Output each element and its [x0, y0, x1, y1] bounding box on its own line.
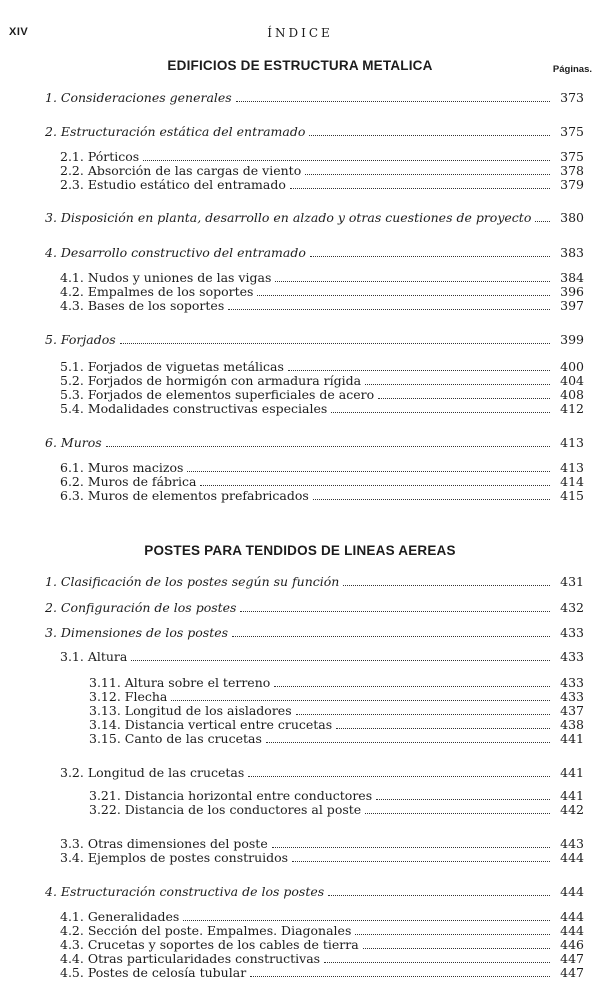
- toc-entry: [89, 690, 584, 704]
- toc-entry-title: 5.1. Forjados de viguetas metálicas: [60, 359, 284, 374]
- toc-entry: [60, 650, 584, 664]
- toc-entry: [60, 910, 584, 924]
- toc-entry-title: 3.14. Distancia vertical entre crucetas: [89, 717, 333, 732]
- toc-entry: [45, 436, 584, 450]
- toc-entry-page: 433: [560, 625, 584, 640]
- toc-entry-page: 413: [560, 460, 584, 475]
- toc-entry-title: 3.21. Distancia horizontal entre conductores: [89, 788, 373, 803]
- toc-entry-title: 4.5. Postes de celosía tubular: [60, 965, 247, 980]
- dot-leader: [266, 742, 550, 743]
- toc-entry: [89, 718, 584, 732]
- toc-entry: [45, 885, 584, 899]
- toc-entry: [60, 402, 584, 416]
- toc-entry-title: 5.4. Modalidades constructivas especiales: [60, 401, 328, 416]
- dot-leader: [200, 485, 550, 486]
- dot-leader: [240, 611, 550, 612]
- toc-entry-title: 3.2. Longitud de las crucetas: [60, 765, 245, 780]
- toc-entry-page: 378: [560, 163, 584, 178]
- toc-entry-page: 433: [560, 649, 584, 664]
- toc-entry-title: 4.3. Crucetas y soportes de los cables de tierra: [60, 937, 359, 952]
- toc-entry-page: 399: [560, 332, 584, 347]
- toc-entry: [60, 952, 584, 966]
- dot-leader: [248, 776, 550, 777]
- dot-leader: [309, 135, 550, 136]
- toc-entry-title: 4.4. Otras particularidades constructivas: [60, 951, 321, 966]
- toc-entry-title: 1. Consideraciones generales: [45, 90, 232, 105]
- section-title-edificios: EDIFICIOS DE ESTRUCTURA METALICA: [167, 58, 433, 73]
- toc-entry-page: 404: [560, 373, 584, 388]
- dot-leader: [363, 948, 550, 949]
- toc-entry: [60, 388, 584, 402]
- toc-entry-title: 3.15. Canto de las crucetas: [89, 731, 262, 746]
- toc-entry: [60, 150, 584, 164]
- dot-leader: [355, 934, 550, 935]
- toc-entry: [60, 837, 584, 851]
- dot-leader: [131, 660, 550, 661]
- toc-entry-title: 3.1. Altura: [60, 649, 128, 664]
- toc-entry: [45, 211, 584, 225]
- dot-leader: [232, 636, 550, 637]
- toc-entry: [45, 575, 584, 589]
- dot-leader: [228, 309, 550, 310]
- toc-entry: [89, 789, 584, 803]
- toc-entry-title: 5.3. Forjados de elementos superficiales de acero: [60, 387, 375, 402]
- toc-entry-title: 2.1. Pórticos: [60, 149, 140, 164]
- toc-entry: [45, 333, 584, 347]
- toc-entry: [60, 271, 584, 285]
- dot-leader: [313, 499, 550, 500]
- toc-entry-title: 4.1. Generalidades: [60, 909, 180, 924]
- dot-leader: [187, 471, 550, 472]
- dot-leader: [250, 976, 550, 977]
- dot-leader: [288, 370, 550, 371]
- toc-entry: [60, 178, 584, 192]
- toc-entry-page: 444: [560, 884, 584, 899]
- toc-entry-page: 438: [560, 717, 584, 732]
- dot-leader: [378, 398, 550, 399]
- toc-entry-page: 375: [560, 124, 584, 139]
- toc-entry-title: 2. Estructuración estática del entramado: [45, 124, 306, 139]
- toc-entry: [60, 851, 584, 865]
- dot-leader: [324, 962, 550, 963]
- toc-entry: [60, 164, 584, 178]
- toc-entry-title: 5.2. Forjados de hormigón con armadura rígida: [60, 373, 362, 388]
- toc-entry-page: 408: [560, 387, 584, 402]
- toc-entry: [60, 374, 584, 388]
- toc-entry-title: 2.3. Estudio estático del entramado: [60, 177, 286, 192]
- toc-entry-page: 414: [560, 474, 584, 489]
- toc-entry: [60, 475, 584, 489]
- toc-entry: [60, 360, 584, 374]
- dot-leader: [290, 188, 550, 189]
- toc-entry-page: 383: [560, 245, 584, 260]
- toc-entry-title: 4. Estructuración constructiva de los postes: [45, 884, 325, 899]
- toc-entry-page: 441: [560, 731, 584, 746]
- toc-entry-title: 4. Desarrollo constructivo del entramado: [45, 245, 306, 260]
- dot-leader: [257, 295, 550, 296]
- dot-leader: [120, 343, 550, 344]
- dot-leader: [365, 384, 550, 385]
- toc-entry: [45, 601, 584, 615]
- toc-entry-page: 444: [560, 923, 584, 938]
- page-number: XIV: [9, 26, 29, 38]
- toc-entry-page: 444: [560, 850, 584, 865]
- toc-entry-page: 441: [560, 765, 584, 780]
- toc-entry-title: 6. Muros: [45, 435, 102, 450]
- running-head-title: ÍNDICE: [267, 26, 333, 40]
- dot-leader: [272, 847, 550, 848]
- toc-entry-title: 4.2. Sección del poste. Empalmes. Diagonales: [60, 923, 352, 938]
- toc-entry-title: 6.1. Muros macizos: [60, 460, 184, 475]
- toc-entry: [60, 285, 584, 299]
- toc-entry: [60, 461, 584, 475]
- dot-leader: [292, 861, 550, 862]
- toc-entry-page: 443: [560, 836, 584, 851]
- dot-leader: [343, 585, 550, 586]
- dot-leader: [535, 221, 550, 222]
- dot-leader: [274, 686, 550, 687]
- toc-entry-title: 5. Forjados: [45, 332, 116, 347]
- dot-leader: [336, 728, 550, 729]
- toc-entry: [60, 924, 584, 938]
- toc-entry-title: 3.3. Otras dimensiones del poste: [60, 836, 268, 851]
- dot-leader: [275, 281, 550, 282]
- toc-entry: [60, 299, 584, 313]
- dot-leader: [328, 895, 550, 896]
- toc-entry: [89, 732, 584, 746]
- toc-entry-title: 3. Disposición en planta, desarrollo en alzado y otras cuestiones de proyecto: [45, 210, 532, 225]
- toc-entry: [60, 938, 584, 952]
- dot-leader: [296, 714, 550, 715]
- toc-entry-title: 3. Dimensiones de los postes: [45, 625, 229, 640]
- toc-entry-page: 412: [560, 401, 584, 416]
- toc-entry-title: 6.3. Muros de elementos prefabricados: [60, 488, 309, 503]
- toc-entry-page: 442: [560, 802, 584, 817]
- toc-entry-page: 379: [560, 177, 584, 192]
- toc-entry-page: 444: [560, 909, 584, 924]
- toc-entry-page: 373: [560, 90, 584, 105]
- toc-entry-page: 413: [560, 435, 584, 450]
- toc-entry-page: 433: [560, 675, 584, 690]
- toc-entry-page: 446: [560, 937, 584, 952]
- dot-leader: [376, 799, 550, 800]
- toc-entry: [45, 246, 584, 260]
- toc-entry-page: 400: [560, 359, 584, 374]
- toc-entry-title: 4.3. Bases de los soportes: [60, 298, 225, 313]
- dot-leader: [236, 101, 550, 102]
- toc-entry-title: 3.22. Distancia de los conductores al poste: [89, 802, 362, 817]
- toc-entry: [60, 489, 584, 503]
- toc-entry: [45, 91, 584, 105]
- section-title-postes: POSTES PARA TENDIDOS DE LINEAS AEREAS: [144, 543, 456, 558]
- toc-entry-page: 447: [560, 965, 584, 980]
- toc-entry-page: 437: [560, 703, 584, 718]
- toc-entry-page: 397: [560, 298, 584, 313]
- toc-entry-title: 4.1. Nudos y uniones de las vigas: [60, 270, 272, 285]
- toc-entry: [45, 125, 584, 139]
- toc-entry-page: 375: [560, 149, 584, 164]
- dot-leader: [365, 813, 550, 814]
- toc-entry: [60, 766, 584, 780]
- dot-leader: [331, 412, 550, 413]
- toc-entry-title: 1. Clasificación de los postes según su función: [45, 574, 340, 589]
- toc-entry-title: 6.2. Muros de fábrica: [60, 474, 197, 489]
- toc-entry: [89, 704, 584, 718]
- toc-entry: [45, 626, 584, 640]
- toc-entry-page: 447: [560, 951, 584, 966]
- dot-leader: [183, 920, 550, 921]
- dot-leader: [310, 256, 550, 257]
- toc-entry-title: 3.4. Ejemplos de postes construidos: [60, 850, 289, 865]
- toc-entry: [89, 676, 584, 690]
- toc-entry-title: 3.12. Flecha: [89, 689, 168, 704]
- running-head: [0, 26, 600, 42]
- toc-entry-title: 3.11. Altura sobre el terreno: [89, 675, 271, 690]
- toc-entry-page: 380: [560, 210, 584, 225]
- paginas-label: Páginas.: [552, 64, 592, 75]
- toc-entry-page: 441: [560, 788, 584, 803]
- dot-leader: [106, 446, 550, 447]
- toc-entry-page: 384: [560, 270, 584, 285]
- toc-entry-page: 396: [560, 284, 584, 299]
- toc-entry-page: 415: [560, 488, 584, 503]
- toc-entry-title: 4.2. Empalmes de los soportes: [60, 284, 254, 299]
- dot-leader: [305, 174, 550, 175]
- toc-entry-title: 2.2. Absorción de las cargas de viento: [60, 163, 302, 178]
- toc-entry-title: 3.13. Longitud de los aisladores: [89, 703, 292, 718]
- toc-entry: [89, 803, 584, 817]
- toc-entry-title: 2. Configuración de los postes: [45, 600, 237, 615]
- toc-entry-page: 433: [560, 689, 584, 704]
- dot-leader: [143, 160, 550, 161]
- toc-entry-page: 431: [560, 574, 584, 589]
- dot-leader: [171, 700, 550, 701]
- toc-entry-page: 432: [560, 600, 584, 615]
- toc-entry: [60, 966, 584, 980]
